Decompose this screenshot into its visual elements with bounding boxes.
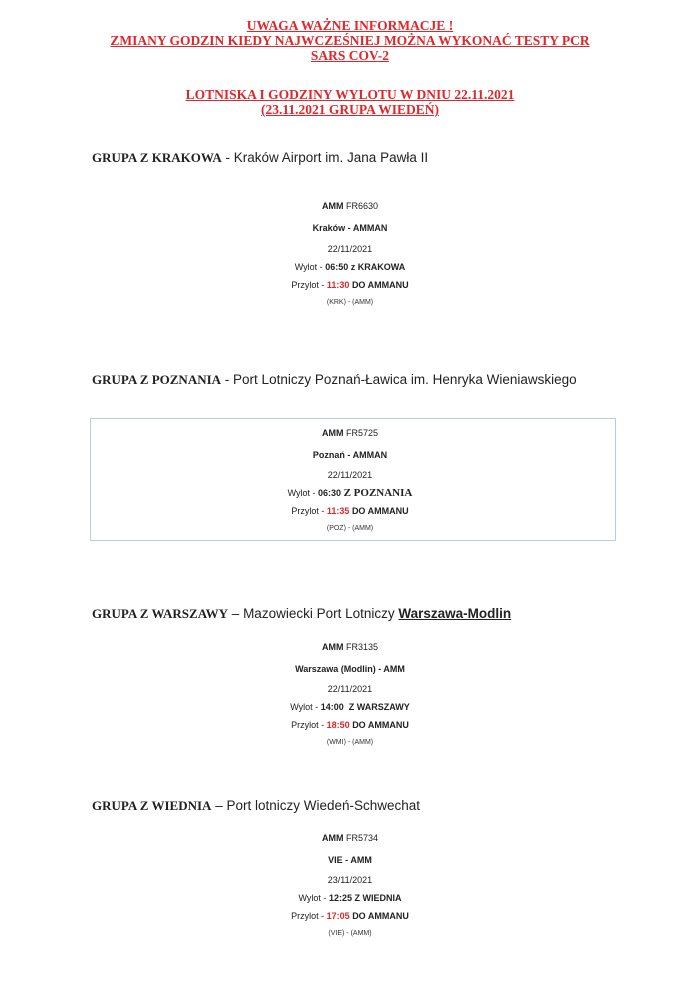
flight-number: FR6630 — [345, 201, 379, 211]
arrival-time: 17:05 — [326, 911, 350, 921]
arrival-label: Przylot - — [291, 280, 327, 290]
group-heading-poznan — [92, 372, 577, 388]
airport-name-prefix: Mazowiecki Port Lotniczy — [243, 606, 395, 621]
departure-label: Wylot - — [290, 702, 321, 712]
destination-code: AMM — [321, 833, 344, 843]
arrival-label: Przylot - — [291, 720, 327, 730]
arrival-label: Przylot - — [291, 911, 327, 921]
arrival-line — [0, 276, 700, 294]
arrival-time: 18:50 — [326, 720, 350, 730]
route: Poznań - AMMAN — [312, 450, 388, 460]
notice-subtitle: ZMIANY GODZIN KIEDY NAJWCZEŚNIEJ MOŻNA WYKONAĆ TESTY PCR — [110, 33, 590, 48]
flight-card-wieden — [0, 829, 700, 943]
airport-codes: (POZ) - (AMM) — [326, 525, 374, 532]
arrival-line — [0, 502, 700, 520]
departure-label: Wylot - — [287, 488, 319, 498]
departure-time: 06:30 — [318, 488, 342, 498]
departure-place: Z POZNANIA — [343, 487, 413, 499]
departure-place: Z WIEDNIA — [354, 893, 402, 903]
group-heading-warszawa — [92, 606, 511, 622]
destination-code: AMM — [321, 201, 344, 211]
flight-number: FR5725 — [345, 428, 379, 438]
flight-date: 22/11/2021 — [327, 684, 373, 694]
arrival-time: 11:30 — [326, 280, 350, 290]
group-heading-krakow — [92, 150, 428, 166]
separator: – — [228, 606, 244, 621]
departure-line — [0, 698, 700, 716]
flight-date: 23/11/2021 — [327, 875, 373, 885]
separator: – — [211, 798, 227, 813]
destination-code: AMM — [321, 642, 344, 652]
departure-line — [0, 258, 700, 276]
departure-line — [0, 484, 700, 502]
arrival-line — [0, 716, 700, 734]
group-name: GRUPA Z KRAKOWA — [92, 150, 222, 165]
arrival-line — [0, 907, 700, 925]
arrival-place: DO AMMANU — [351, 506, 409, 516]
notice-subtitle-2: SARS COV-2 — [310, 48, 390, 63]
group-heading-wieden — [92, 798, 420, 814]
airport-name: Port lotniczy Wiedeń-Schwechat — [226, 798, 421, 813]
separator: - — [221, 150, 234, 165]
flight-date: 22/11/2021 — [327, 244, 373, 254]
departure-place: Z WARSZAWY — [348, 702, 410, 712]
arrival-place: DO AMMANU — [352, 911, 409, 921]
departure-time: 06:50 — [325, 262, 349, 272]
destination-code: AMM — [321, 428, 344, 438]
airports-heading: LOTNISKA I GODZINY WYLOTU W DNIU 22.11.2021 — [185, 87, 515, 102]
departure-time: 14:00 — [320, 702, 344, 712]
arrival-place: DO AMMANU — [351, 280, 409, 290]
group-name: GRUPA Z POZNANIA — [92, 372, 222, 387]
flight-card-krakow — [0, 197, 700, 312]
airport-name: Port Lotniczy Poznań-Ławica im. Henryka Wieniawskiego — [233, 372, 577, 387]
flight-number: FR5734 — [345, 833, 379, 843]
arrival-time: 11:35 — [326, 506, 350, 516]
airport-codes: (VIE) - (AMM) — [328, 930, 372, 937]
departure-time: 12:25 — [328, 893, 352, 903]
arrival-label: Przylot - — [291, 506, 327, 516]
group-name: GRUPA Z WARSZAWY — [92, 606, 229, 621]
arrival-place: DO AMMANU — [352, 720, 409, 730]
route: Warszawa (Modlin) - AMM — [295, 664, 405, 674]
separator: - — [221, 372, 234, 387]
airport-name: Kraków Airport im. Jana Pawła II — [233, 150, 429, 165]
route: Kraków - AMMAN — [312, 223, 388, 233]
airport-codes: (WMI) - (AMM) — [326, 739, 374, 746]
departure-label: Wylot - — [294, 262, 326, 272]
departure-place: z KRAKOWA — [350, 262, 406, 272]
notice-title: UWAGA WAŻNE INFORMACJE ! — [246, 18, 454, 33]
departure-label: Wylot - — [298, 893, 329, 903]
airport-codes: (KRK) - (AMM) — [326, 299, 374, 306]
route: VIE - AMM — [328, 855, 372, 865]
flight-card-warszawa — [0, 638, 700, 752]
flight-card-poznan — [0, 424, 700, 538]
flight-number: FR3135 — [345, 642, 379, 652]
group-name: GRUPA Z WIEDNIA — [92, 798, 212, 813]
departure-line — [0, 889, 700, 907]
flight-date: 22/11/2021 — [327, 470, 373, 480]
airport-name-highlight: Warszawa-Modlin — [398, 606, 512, 621]
vienna-date-note: (23.11.2021 GRUPA WIEDEŃ) — [260, 102, 439, 117]
